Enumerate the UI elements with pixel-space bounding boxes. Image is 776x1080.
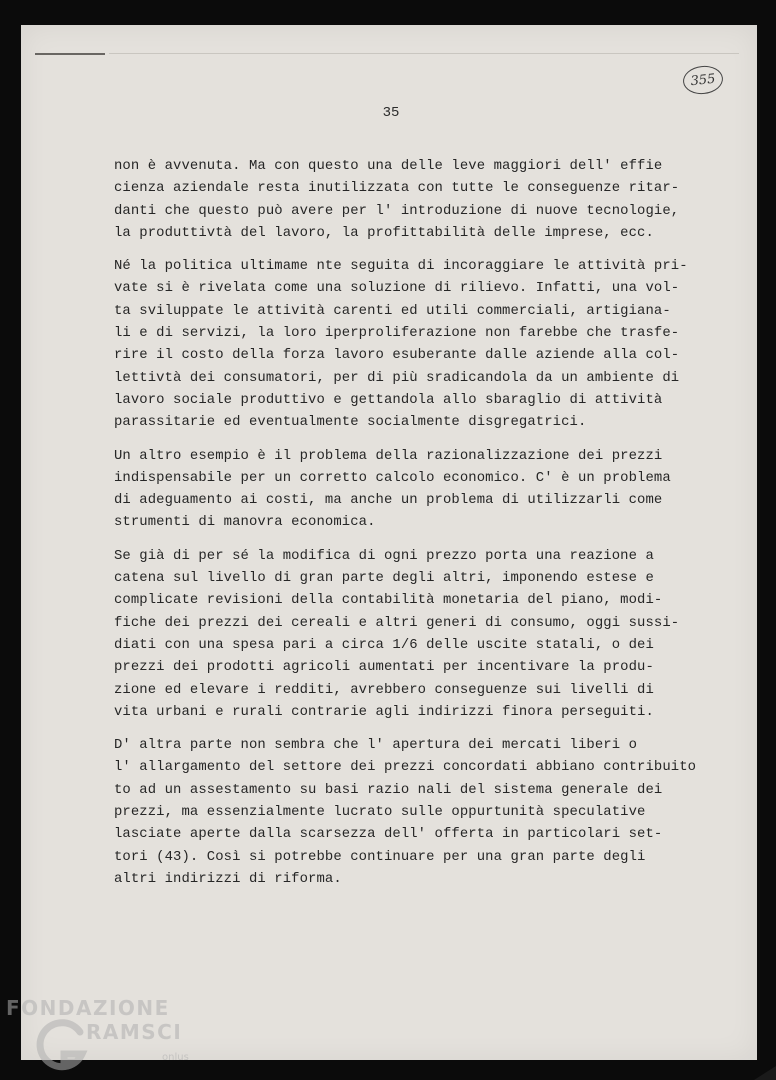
text-line: Se già di per sé la modifica di ogni prezzo porta una reazione a bbox=[114, 547, 654, 564]
body-text bbox=[114, 155, 724, 901]
text-line: di adeguamento ai costi, ma anche un problema di utilizzarli come bbox=[114, 492, 663, 509]
text-line: cienza aziendale resta inutilizzata con tutte le conseguenze ritar- bbox=[114, 180, 680, 197]
paragraph-2 bbox=[114, 255, 724, 433]
text-line: lavoro sociale produttivo e gettandola allo sbaraglio di attività bbox=[114, 391, 663, 408]
text-line: l' allargamento del settore dei prezzi concordati abbiano contribuito bbox=[114, 759, 697, 776]
text-line: diati con una spesa pari a circa 1/6 delle uscite statali, o dei bbox=[114, 636, 654, 653]
text-line: la produttivtà del lavoro, la profittabilità delle imprese, ecc. bbox=[114, 224, 654, 241]
text-line: fiche dei prezzi dei cereali e altri generi di consumo, oggi sussi- bbox=[114, 614, 680, 631]
text-line: indispensabile per un corretto calcolo economico. C' è un problema bbox=[114, 469, 671, 486]
watermark-line-1: FONDAZIONE bbox=[6, 996, 170, 1020]
paragraph-4 bbox=[114, 545, 724, 723]
text-line: altri indirizzi di riforma. bbox=[114, 870, 342, 887]
top-rule-mark bbox=[35, 53, 105, 55]
text-line: zione ed elevare i redditi, avrebbero conseguenze sui livelli di bbox=[114, 681, 654, 698]
paragraph-5 bbox=[114, 734, 724, 890]
text-line: ta sviluppate le attività carenti ed utili commerciali, artigiana- bbox=[114, 302, 671, 319]
text-line: Un altro esempio è il problema della razionalizzazione dei prezzi bbox=[114, 447, 663, 464]
watermark-line-2: RAMSCI bbox=[86, 1020, 183, 1044]
text-line: lasciate aperte dalla scarsezza dell' offerta in particolari set- bbox=[114, 826, 663, 843]
text-line: Né la politica ultimame nte seguita di incoraggiare le attività pri- bbox=[114, 258, 688, 275]
text-line: parassitarie ed eventualmente socialmente disgregatrici. bbox=[114, 414, 587, 431]
text-line: to ad un assestamento su basi razio nali del sistema generale dei bbox=[114, 781, 663, 798]
text-line: lettivtà dei consumatori, per di più sradicandola da un ambiente di bbox=[114, 369, 680, 386]
text-line: strumenti di manovra economica. bbox=[114, 514, 376, 531]
paragraph-1 bbox=[114, 155, 724, 244]
page-number: 35 bbox=[382, 105, 400, 121]
paragraph-3 bbox=[114, 445, 724, 534]
text-line: complicate revisioni della contabilità monetaria del piano, modi- bbox=[114, 592, 663, 609]
text-line: tori (43). Così si potrebbe continuare per una gran parte degli bbox=[114, 848, 646, 865]
page-curl-corner bbox=[754, 1066, 776, 1080]
text-line: vita urbani e rurali contrarie agli indirizzi finora perseguiti. bbox=[114, 703, 654, 720]
text-line: danti che questo può avere per l' introduzione di nuove tecnologie, bbox=[114, 202, 680, 219]
text-line: rire il costo della forza lavoro esuberante dalle aziende alla col- bbox=[114, 347, 680, 364]
text-line: D' altra parte non sembra che l' apertura dei mercati liberi o bbox=[114, 737, 638, 754]
text-line: vate si è rivelata come una soluzione di rilievo. Infatti, una vol- bbox=[114, 280, 680, 297]
text-line: li e di servizi, la loro iperproliferazione non farebbe che trasfe- bbox=[114, 325, 680, 342]
top-rule-faint bbox=[109, 53, 739, 54]
text-line: catena sul livello di gran parte degli altri, imponendo estese e bbox=[114, 570, 654, 587]
watermark-line-3: onlus bbox=[162, 1052, 189, 1063]
archive-stamp-number: 355 bbox=[682, 64, 725, 96]
typewritten-page bbox=[21, 25, 757, 1060]
text-line: prezzi dei prodotti agricoli aumentati per incentivare la produ- bbox=[114, 659, 654, 676]
text-line: non è avvenuta. Ma con questo una delle leve maggiori dell' effie bbox=[114, 158, 663, 174]
text-line: prezzi, ma essenzialmente lucrato sulle oppurtunità speculative bbox=[114, 804, 646, 821]
